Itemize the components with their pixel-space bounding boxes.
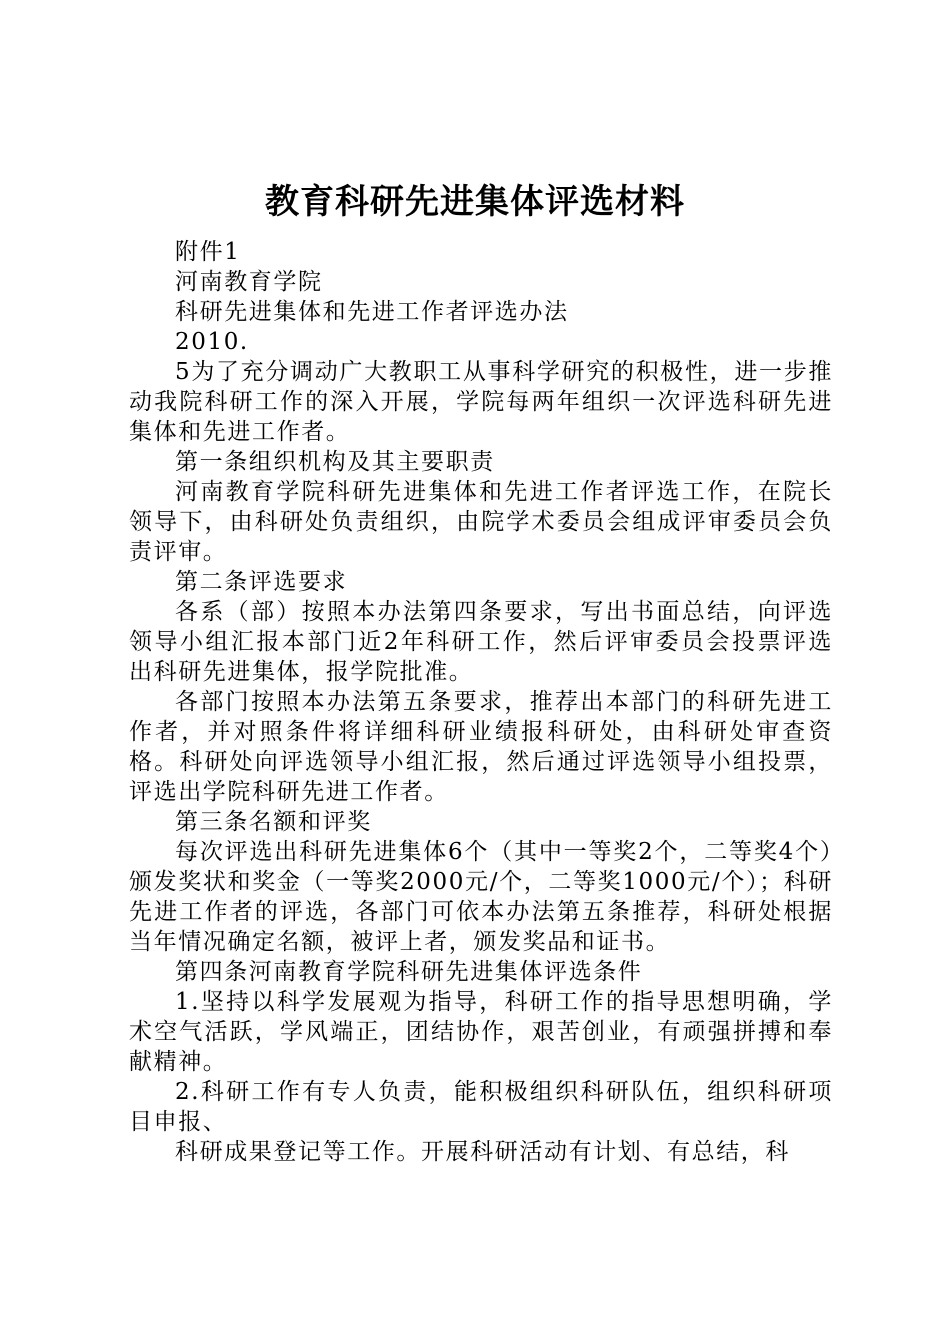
paragraph-article-2-body-1: 各系（部）按照本办法第四条要求，写出书面总结，向评选领导小组汇报本部门近2年科研工作，然后评审委员会投票评选出科研先进集体，报学院批准。 [129,599,833,685]
paragraph-article-1-body: 河南教育学院科研先进集体和先进工作者评选工作，在院长领导下，由科研处负责组织，由院学术委员会组成评审委员会负责评审。 [129,479,833,565]
paragraph-condition-1: 1.坚持以科学发展观为指导，科研工作的指导思想明确，学术空气活跃，学风端正，团结协作，艰苦创业，有顽强拼搏和奉献精神。 [129,989,833,1075]
paragraph-condition-2-cont: 科研成果登记等工作。开展科研活动有计划、有总结，科 [175,1139,790,1165]
paragraph-subtitle: 科研先进集体和先进工作者评选办法 [175,299,569,325]
document-body [129,237,833,1167]
paragraph-article-2-heading: 第二条评选要求 [175,569,348,595]
paragraph-article-3-body: 每次评选出科研先进集体6个（其中一等奖2个，二等奖4个）颁发奖状和奖金（一等奖2000元/个，二等奖1000元/个）；科研先进工作者的评选，各部门可依本办法第五条推荐，科研处根据当年情况确定名额，被评上者，颁发奖品和证书。 [129,839,833,955]
paragraph-article-2-body-2: 各部门按照本办法第五条要求，推荐出本部门的科研先进工作者，并对照条件将详细科研业绩报科研处，由科研处审查资格。科研处向评选领导小组汇报，然后通过评选领导小组投票，评选出学院科研先进工作者。 [129,689,833,805]
paragraph-condition-2: 2.科研工作有专人负责，能积极组织科研队伍，组织科研项目申报、 [129,1079,833,1135]
paragraph-year: 2010. [175,329,249,355]
paragraph-attachment-label: 附件1 [175,239,241,265]
paragraph-article-1-heading: 第一条组织机构及其主要职责 [175,449,495,475]
paragraph-institution: 河南教育学院 [175,269,323,295]
document-title: 教育科研先进集体评选材料 [265,182,685,222]
paragraph-article-3-heading: 第三条名额和评奖 [175,809,372,835]
paragraph-intro: 5为了充分调动广大教职工从事科学研究的积极性，进一步推动我院科研工作的深入开展，学院每两年组织一次评选科研先进集体和先进工作者。 [129,359,833,445]
paragraph-article-4-heading: 第四条河南教育学院科研先进集体评选条件 [175,959,643,985]
